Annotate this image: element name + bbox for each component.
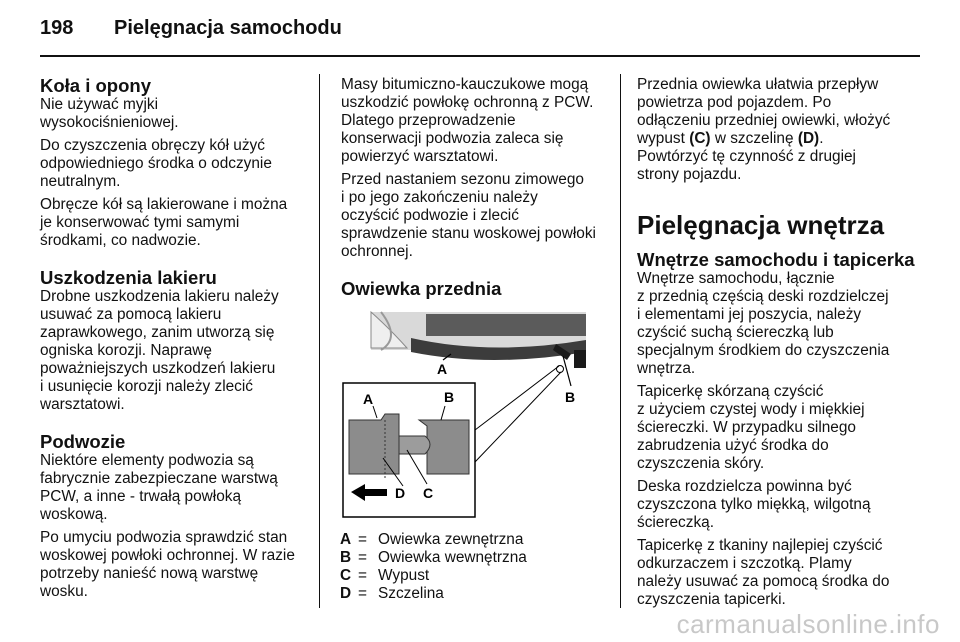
front-deflector-figure	[341, 308, 591, 520]
paragraph: Przednia owiewka ułatwia przepływ powietrza pod pojazdem. Po odłączeniu przedniej owiewki, włożyć wypust (C) w szczelinę (D). Powtórzyć tę czynność z drugiej strony pojazdu.	[637, 76, 891, 183]
section-title-front-deflector: Owiewka przednia	[341, 278, 502, 299]
paragraph: Nie używać myjki wysokociśnieniowej.	[40, 96, 179, 131]
legend-item: C = Wypust	[340, 567, 430, 584]
section-title-upholstery: Wnętrze samochodu i tapicerka	[637, 249, 915, 270]
chapter-title-interior: Pielęgnacja wnętrza	[637, 210, 885, 240]
label-C-detail: C	[423, 485, 434, 501]
label-B-top: B	[565, 389, 576, 405]
column-divider-1	[319, 74, 320, 608]
legend-item: D = Szczelina	[340, 585, 444, 602]
header-rule	[40, 55, 920, 57]
paragraph: Do czyszczenia obręczy kół użyć odpowiedniego środka o odczynie neutralnym.	[40, 137, 272, 190]
legend-item: B = Owiewka wewnętrzna	[340, 549, 527, 566]
label-A-detail: A	[363, 391, 374, 407]
section-title-wheels: Koła i opony	[40, 75, 151, 96]
paragraph: Przed nastaniem sezonu zimowego i po jego zakończeniu należy oczyścić podwozie i zlecić sprawdzenie stanu woskowej powłoki ochronnej.	[341, 171, 596, 260]
label-D-detail: D	[395, 485, 406, 501]
paragraph: Niektóre elementy podwozia są fabrycznie zabezpieczane warstwą PCW, a inne - trwałą powłoką woskową.	[40, 452, 278, 523]
paragraph: Wnętrze samochodu, łącznie z przednią częścią deski rozdzielczej i elementami jej poszycia, należy czyścić suchą ściereczką lub specjalnym środkiem do czyszczenia wnętrza.	[637, 270, 890, 377]
figure-legend	[340, 531, 527, 603]
column-2	[341, 76, 613, 299]
page-number: 198	[40, 17, 74, 39]
paragraph: Drobne uszkodzenia lakieru należy usuwać za pomocą lakieru zaprawkowego, zanim utworzą się ogniska korozji. Naprawę poważniejszych uszkodzeń lakieru i usunięcie korozji należy zlecić warsztatowi.	[40, 288, 279, 413]
section-title-underbody: Podwozie	[40, 431, 126, 452]
section-title-paint: Uszkodzenia lakieru	[40, 267, 217, 288]
vehicle-underside-view	[371, 312, 586, 368]
paragraph: Po umyciu podwozia sprawdzić stan woskowej powłoki ochronnej. W razie potrzeby nanieść nową warstwę wosku.	[40, 529, 295, 600]
watermark: carmanualsonline.info	[676, 609, 940, 639]
page-title: Pielęgnacja samochodu	[114, 17, 342, 39]
label-B-detail: B	[444, 389, 455, 405]
legend-item: A = Owiewka zewnętrzna	[340, 531, 524, 548]
column-1	[40, 76, 315, 606]
paragraph: Tapicerkę z tkaniny najlepiej czyścić odkurzaczem i szczotką. Plamy należy usuwać za pomocą środka do czyszczenia tapicerki.	[637, 537, 890, 608]
paragraph: Masy bitumiczno-kauczukowe mogą uszkodzić powłokę ochronną z PCW. Dlatego przeprowadzenie konserwacji podwozia zaleca się powierzyć warsztatowi.	[341, 76, 594, 165]
paragraph: Obręcze kół są lakierowane i można je konserwować tymi samymi środkami, co nadwozie.	[40, 196, 288, 249]
column-divider-2	[620, 74, 621, 608]
paragraph: Deska rozdzielcza powinna być czyszczona tylko miękką, wilgotną ściereczką.	[637, 478, 871, 531]
paragraph: Tapicerkę skórzaną czyścić z użyciem czystej wody i miękkiej ściereczki. W przypadku silnego zabrudzenia użyć środka do czyszczenia skóry.	[637, 383, 865, 472]
label-A-top: A	[437, 361, 448, 377]
column-3	[637, 76, 927, 614]
